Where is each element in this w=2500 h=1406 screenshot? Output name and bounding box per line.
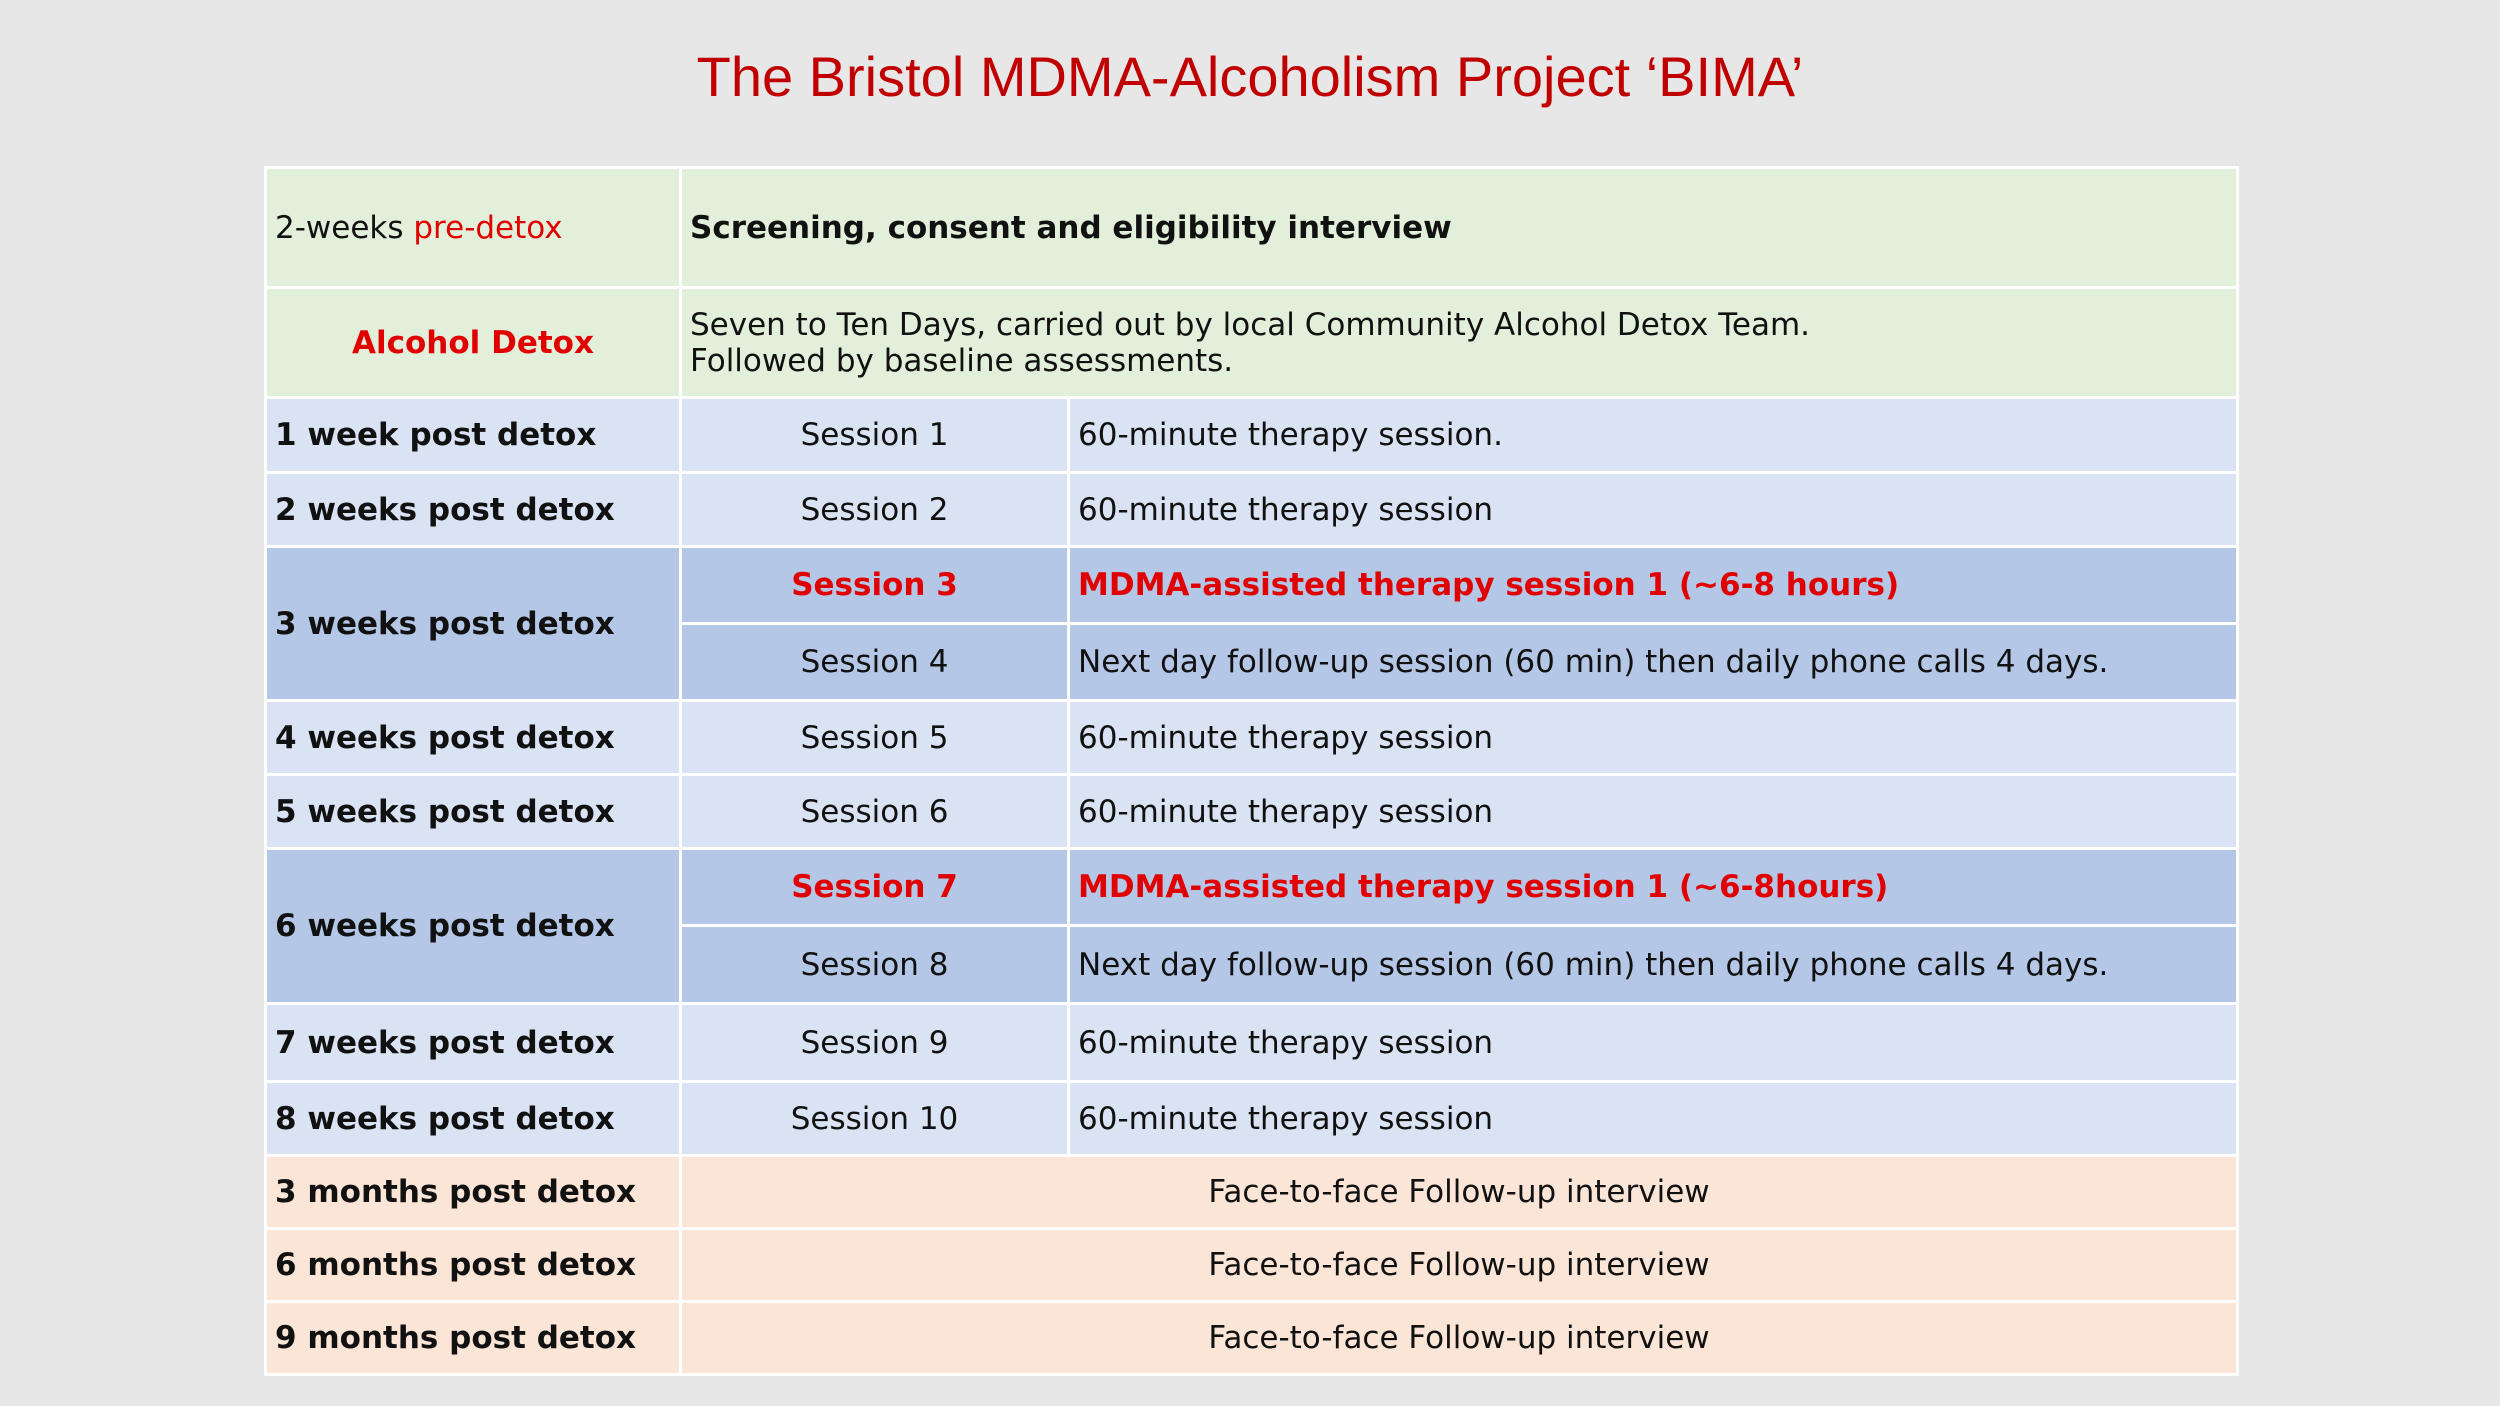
session-cell: Session 10 — [681, 1082, 1069, 1156]
phase-cell: 3 weeks post detox — [266, 547, 681, 701]
description-cell: Next day follow-up session (60 min) then daily phone calls 4 days. — [1069, 926, 2238, 1004]
table-row — [266, 1229, 2238, 1302]
table-row — [266, 547, 2238, 624]
session-cell: Session 1 — [681, 398, 1069, 473]
description-cell: 60-minute therapy session — [1069, 1082, 2238, 1156]
table-row — [266, 398, 2238, 473]
description-cell: Face-to-face Follow-up interview — [681, 1156, 2238, 1229]
table-row-detox — [266, 288, 2238, 398]
table-row — [266, 473, 2238, 547]
phase-cell: 4 weeks post detox — [266, 701, 681, 775]
detox-line-1: Seven to Ten Days, carried out by local Community Alcohol Detox Team. — [690, 306, 1811, 343]
phase-cell: 9 months post detox — [266, 1302, 681, 1375]
description-cell: 60-minute therapy session. — [1069, 398, 2238, 473]
session-cell: Session 2 — [681, 473, 1069, 547]
schedule-table — [264, 166, 2239, 1376]
detox-description-cell — [681, 288, 2238, 398]
table-row — [266, 1082, 2238, 1156]
phase-cell: 6 months post detox — [266, 1229, 681, 1302]
description-cell: Next day follow-up session (60 min) then daily phone calls 4 days. — [1069, 624, 2238, 701]
description-cell: Face-to-face Follow-up interview — [681, 1229, 2238, 1302]
session-cell: Session 4 — [681, 624, 1069, 701]
description-cell: MDMA-assisted therapy session 1 (~6-8 hours) — [1069, 547, 2238, 624]
table-row — [266, 1004, 2238, 1082]
phase-highlight: pre-detox — [413, 209, 563, 246]
session-cell: Session 6 — [681, 775, 1069, 849]
session-cell: Session 5 — [681, 701, 1069, 775]
phase-cell: 1 week post detox — [266, 398, 681, 473]
session-cell: Session 8 — [681, 926, 1069, 1004]
phase-cell: 7 weeks post detox — [266, 1004, 681, 1082]
description-cell: Screening, consent and eligibility interview — [681, 168, 2238, 288]
phase-cell: 2 weeks post detox — [266, 473, 681, 547]
table-row — [266, 701, 2238, 775]
phase-prefix: 2-weeks — [275, 209, 414, 246]
session-cell: Session 9 — [681, 1004, 1069, 1082]
session-cell: Session 3 — [681, 547, 1069, 624]
detox-phase-cell: Alcohol Detox — [266, 288, 681, 398]
detox-line-2: Followed by baseline assessments. — [690, 342, 1234, 379]
table-row — [266, 1302, 2238, 1375]
description-cell: 60-minute therapy session — [1069, 775, 2238, 849]
description-cell: 60-minute therapy session — [1069, 701, 2238, 775]
phase-cell: 8 weeks post detox — [266, 1082, 681, 1156]
phase-cell: 5 weeks post detox — [266, 775, 681, 849]
phase-cell — [266, 168, 681, 288]
phase-cell: 6 weeks post detox — [266, 849, 681, 1004]
table-row — [266, 849, 2238, 926]
description-cell: 60-minute therapy session — [1069, 473, 2238, 547]
table-row — [266, 1156, 2238, 1229]
session-cell: Session 7 — [681, 849, 1069, 926]
description-cell: 60-minute therapy session — [1069, 1004, 2238, 1082]
phase-cell: 3 months post detox — [266, 1156, 681, 1229]
page-title: The Bristol MDMA-Alcoholism Project ‘BIMA’ — [696, 45, 1804, 108]
table-row-pre-detox — [266, 168, 2238, 288]
table-row — [266, 775, 2238, 849]
description-cell: Face-to-face Follow-up interview — [681, 1302, 2238, 1375]
description-cell: MDMA-assisted therapy session 1 (~6-8hours) — [1069, 849, 2238, 926]
